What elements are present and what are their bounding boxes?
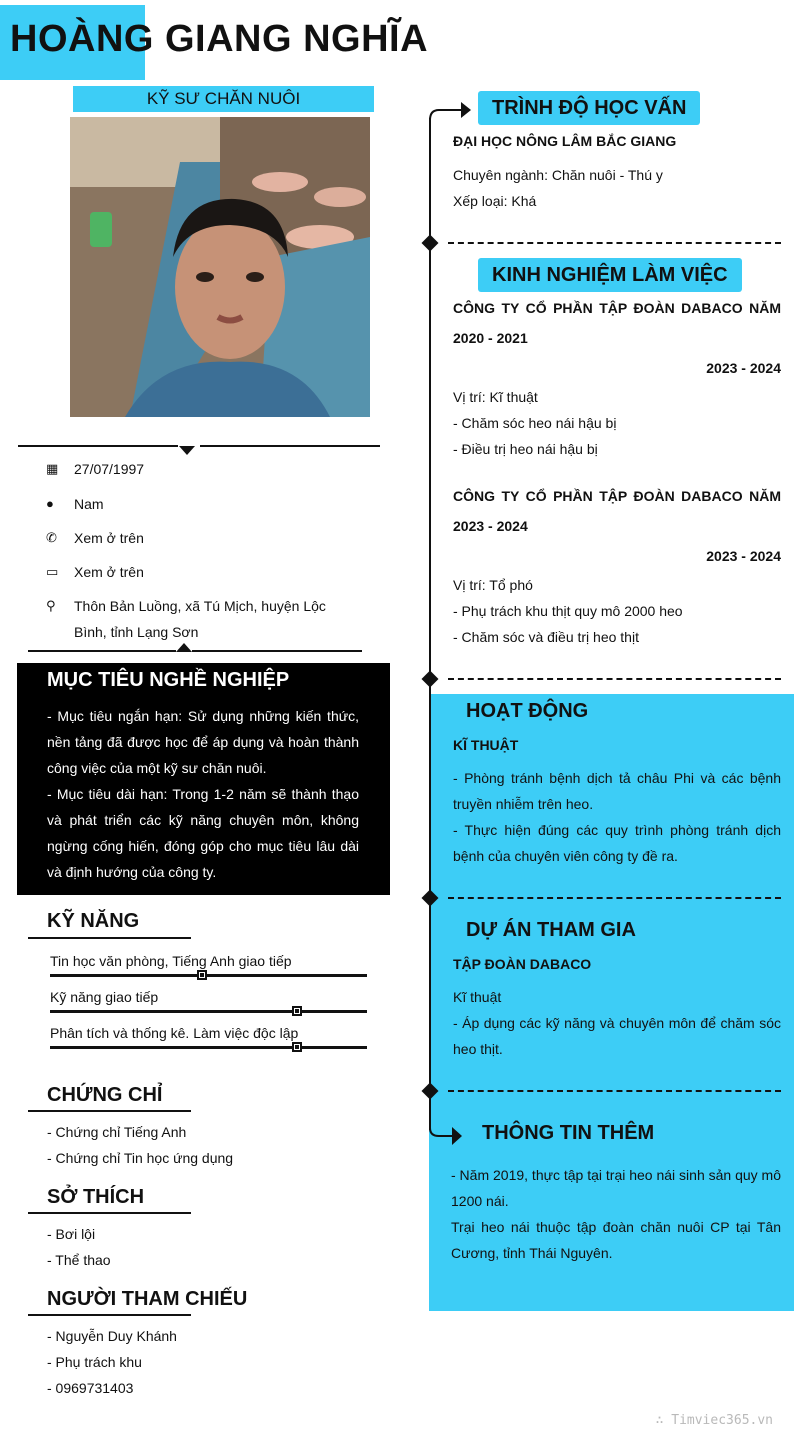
job-company: CÔNG TY CỔ PHẦN TẬP ĐOÀN DABACO NĂM 2020 - 2021 xyxy=(453,300,781,346)
profile-photo-illustration xyxy=(70,117,370,417)
skill-name: Phân tích và thống kê. Làm việc độc lập xyxy=(50,1025,299,1041)
calendar-icon: ▦ xyxy=(46,461,59,476)
info-address-value: Thôn Bản Luồng, xã Tú Mịch, huyện Lộc Bình, tỉnh Lạng Sơn xyxy=(74,598,326,640)
objective-title: MỤC TIÊU NGHỀ NGHIỆP xyxy=(47,669,290,691)
projects-title: DỰ ÁN THAM GIA xyxy=(466,919,636,941)
watermark xyxy=(656,1413,773,1428)
certificate-item: - Chứng chỉ Tin học ứng dụng xyxy=(47,1150,234,1166)
timeline-line xyxy=(429,118,431,1130)
activity-line: - Thực hiện đúng các quy trình phòng tránh dịch bệnh của chuyên viên công ty đề ra. xyxy=(453,822,781,864)
skill-level-knob xyxy=(292,1042,302,1052)
timeline-arrow-top xyxy=(427,98,473,122)
job-line: - Chăm sóc và điều trị heo thịt xyxy=(453,629,639,645)
info-address xyxy=(46,593,336,645)
education-line: Chuyên ngành: Chăn nuôi - Thú y xyxy=(453,167,663,183)
activities-title: HOẠT ĐỘNG xyxy=(466,700,589,722)
dashed-separator xyxy=(448,678,781,680)
certificates-title: CHỨNG CHỈ xyxy=(47,1084,163,1106)
divider-line xyxy=(200,445,380,447)
activity-line: - Phòng tránh bệnh dịch tả châu Phi và các bệnh truyền nhiễm trên heo. xyxy=(453,770,781,812)
info-gender-value: Nam xyxy=(74,496,104,512)
divider-arrow-up xyxy=(176,643,192,652)
info-phone xyxy=(46,525,346,551)
certificate-item: - Chứng chỉ Tiếng Anh xyxy=(47,1124,187,1140)
timeline-arrow-bottom xyxy=(427,1118,467,1152)
profile-photo xyxy=(70,117,370,417)
hobbies-underline xyxy=(28,1212,191,1214)
more-info-line: - Năm 2019, thực tập tại trại heo nái sinh sản quy mô 1200 nái. xyxy=(451,1167,781,1209)
skill-track xyxy=(50,974,367,977)
job-line: Vị trí: Tổ phó xyxy=(453,577,533,593)
info-email-value: Xem ở trên xyxy=(74,564,144,580)
projects-subtitle: TẬP ĐOÀN DABACO xyxy=(453,956,592,972)
job-period: 2023 - 2024 xyxy=(706,360,781,376)
skills-title: KỸ NĂNG xyxy=(47,910,140,932)
dashed-separator xyxy=(448,1090,781,1092)
reference-item: - Phụ trách khu xyxy=(47,1354,142,1370)
email-icon: ▭ xyxy=(46,564,59,579)
more-info-title: THÔNG TIN THÊM xyxy=(482,1122,655,1144)
info-gender xyxy=(46,491,346,517)
more-info-line: Trại heo nái thuộc tập đoàn chăn nuôi CP tại Tân Cương, tỉnh Thái Nguyên. xyxy=(451,1219,781,1261)
project-line: Kĩ thuật xyxy=(453,989,502,1005)
skills-underline xyxy=(28,937,191,939)
reference-item: - 0969731403 xyxy=(47,1380,134,1396)
divider-line xyxy=(18,445,178,447)
skill-level-knob xyxy=(197,970,207,980)
watermark-text: Timviec365.vn xyxy=(671,1413,773,1428)
info-birthday xyxy=(46,456,346,482)
skill-level-knob xyxy=(292,1006,302,1016)
divider-line xyxy=(192,650,362,652)
skill-name: Tin học văn phòng, Tiếng Anh giao tiếp xyxy=(50,953,292,969)
education-title: TRÌNH ĐỘ HỌC VẤN xyxy=(478,91,700,125)
watermark-icon: ∴ xyxy=(655,1413,672,1428)
objective-line: - Mục tiêu dài hạn: Trong 1-2 năm sẽ thành thạo và phát triển các kỹ năng chuyên môn, không ngừng cống hiến, đóng góp cho mục tiêu lâu dài và định hướng của công ty. xyxy=(47,786,359,880)
skill-track xyxy=(50,1010,367,1013)
info-phone-value: Xem ở trên xyxy=(74,530,144,546)
certificates-underline xyxy=(28,1110,191,1112)
education-line: Xếp loại: Khá xyxy=(453,193,537,209)
candidate-name: HOÀNG GIANG NGHĨA xyxy=(10,18,429,60)
dashed-separator xyxy=(448,897,781,899)
project-line: - Áp dụng các kỹ năng và chuyên môn để chăm sóc heo thịt. xyxy=(453,1015,781,1057)
education-school: ĐẠI HỌC NÔNG LÂM BẮC GIANG xyxy=(453,133,677,149)
job-line: - Phụ trách khu thịt quy mô 2000 heo xyxy=(453,603,683,619)
info-birthday-value: 27/07/1997 xyxy=(74,461,145,477)
job-line: - Chăm sóc heo nái hậu bị xyxy=(453,415,617,431)
divider-line xyxy=(28,650,176,652)
location-icon: ⚲ xyxy=(46,598,56,613)
activities-subtitle: KĨ THUẬT xyxy=(453,737,519,753)
timeline-diamond xyxy=(422,671,439,688)
job-line: Vị trí: Kĩ thuật xyxy=(453,389,538,405)
job-line: - Điều trị heo nái hậu bị xyxy=(453,441,598,457)
hobby-item: - Thể thao xyxy=(47,1252,111,1268)
dashed-separator xyxy=(448,242,781,244)
info-email xyxy=(46,559,346,585)
timeline-diamond xyxy=(422,235,439,252)
user-icon: ● xyxy=(46,496,54,511)
job-period: 2023 - 2024 xyxy=(706,548,781,564)
hobby-item: - Bơi lội xyxy=(47,1226,96,1242)
job-company: CÔNG TY CỔ PHẦN TẬP ĐOÀN DABACO NĂM 2023 - 2024 xyxy=(453,488,781,534)
hobbies-title: SỞ THÍCH xyxy=(47,1186,145,1208)
skill-name: Kỹ năng giao tiếp xyxy=(50,989,159,1005)
skill-track xyxy=(50,1046,367,1049)
job-title: KỸ SƯ CHĂN NUÔI xyxy=(73,86,374,112)
divider-arrow-down xyxy=(179,446,195,455)
objective-line: - Mục tiêu ngắn hạn: Sử dụng những kiến thức, nền tảng đã được học để áp dụng và hoàn thành công việc của một kỹ sư chăn nuôi. xyxy=(47,708,359,776)
experience-title: KINH NGHIỆM LÀM VIỆC xyxy=(478,258,742,292)
objective-text xyxy=(47,703,359,885)
references-title: NGƯỜI THAM CHIẾU xyxy=(47,1288,248,1310)
objective-section xyxy=(17,663,390,895)
references-underline xyxy=(28,1314,191,1316)
phone-icon: ✆ xyxy=(46,530,57,545)
reference-item: - Nguyễn Duy Khánh xyxy=(47,1328,177,1344)
